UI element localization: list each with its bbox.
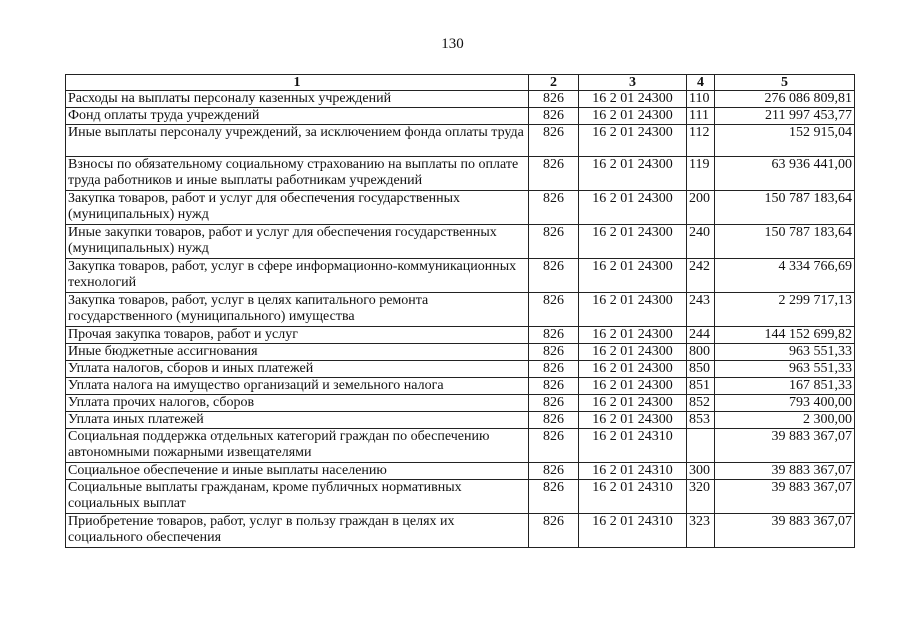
cell-code: 826: [529, 344, 579, 361]
cell-kcsr: 16 2 01 24300: [579, 378, 687, 395]
cell-sum: 39 883 367,07: [715, 480, 855, 514]
table-row: [66, 361, 855, 378]
cell-sum: 39 883 367,07: [715, 514, 855, 548]
cell-name: Закупка товаров, работ и услуг для обеспечения государственных (муниципальных) нужд: [66, 191, 529, 225]
cell-code: 826: [529, 259, 579, 293]
table-row: [66, 378, 855, 395]
cell-sum: 2 300,00: [715, 412, 855, 429]
cell-kcsr: 16 2 01 24300: [579, 412, 687, 429]
cell-kcsr: 16 2 01 24300: [579, 259, 687, 293]
cell-code: 826: [529, 361, 579, 378]
cell-code: 826: [529, 327, 579, 344]
table-row: [66, 344, 855, 361]
cell-kcsr: 16 2 01 24300: [579, 225, 687, 259]
table-row: [66, 125, 855, 157]
header-row: [66, 75, 855, 91]
cell-kcsr: 16 2 01 24300: [579, 91, 687, 108]
cell-name: Закупка товаров, работ, услуг в сфере информационно-коммуникационных технологий: [66, 259, 529, 293]
table-row: [66, 463, 855, 480]
cell-kcsr: 16 2 01 24300: [579, 327, 687, 344]
cell-kvr: 800: [687, 344, 715, 361]
cell-kcsr: 16 2 01 24310: [579, 480, 687, 514]
cell-name: Расходы на выплаты персоналу казенных учреждений: [66, 91, 529, 108]
cell-kcsr: 16 2 01 24300: [579, 395, 687, 412]
cell-code: 826: [529, 225, 579, 259]
cell-kvr: 240: [687, 225, 715, 259]
cell-name: Иные выплаты персоналу учреждений, за исключением фонда оплаты труда: [66, 125, 529, 157]
cell-name: Уплата иных платежей: [66, 412, 529, 429]
cell-sum: 211 997 453,77: [715, 108, 855, 125]
table-row: [66, 225, 855, 259]
cell-kvr: 119: [687, 157, 715, 191]
column-header-code: 2: [529, 75, 579, 91]
cell-sum: 39 883 367,07: [715, 463, 855, 480]
cell-kvr: 320: [687, 480, 715, 514]
table-row: [66, 412, 855, 429]
table-row: [66, 480, 855, 514]
cell-sum: 150 787 183,64: [715, 225, 855, 259]
table-row: [66, 293, 855, 327]
cell-sum: 152 915,04: [715, 125, 855, 157]
cell-sum: 793 400,00: [715, 395, 855, 412]
cell-kcsr: 16 2 01 24300: [579, 108, 687, 125]
cell-sum: 167 851,33: [715, 378, 855, 395]
cell-kvr: 200: [687, 191, 715, 225]
cell-kvr: 244: [687, 327, 715, 344]
table-row: [66, 395, 855, 412]
cell-sum: 4 334 766,69: [715, 259, 855, 293]
cell-sum: 963 551,33: [715, 344, 855, 361]
table-row: [66, 157, 855, 191]
cell-kcsr: 16 2 01 24300: [579, 125, 687, 157]
cell-name: Прочая закупка товаров, работ и услуг: [66, 327, 529, 344]
column-header-name: 1: [66, 75, 529, 91]
table-row: [66, 108, 855, 125]
cell-kvr: 243: [687, 293, 715, 327]
budget-table: [65, 74, 855, 548]
cell-sum: 2 299 717,13: [715, 293, 855, 327]
cell-sum: 39 883 367,07: [715, 429, 855, 463]
cell-kcsr: 16 2 01 24310: [579, 514, 687, 548]
cell-kvr: 300: [687, 463, 715, 480]
cell-kvr: 853: [687, 412, 715, 429]
cell-kvr: 111: [687, 108, 715, 125]
cell-code: 826: [529, 378, 579, 395]
column-header-kvr: 4: [687, 75, 715, 91]
table-body: [66, 91, 855, 548]
cell-kvr: 852: [687, 395, 715, 412]
cell-name: Приобретение товаров, работ, услуг в пользу граждан в целях их социального обеспечения: [66, 514, 529, 548]
cell-name: Фонд оплаты труда учреждений: [66, 108, 529, 125]
cell-code: 826: [529, 157, 579, 191]
table-row: [66, 191, 855, 225]
cell-kcsr: 16 2 01 24310: [579, 429, 687, 463]
cell-kcsr: 16 2 01 24300: [579, 157, 687, 191]
cell-name: Закупка товаров, работ, услуг в целях капитального ремонта государственного (муниципального) имущества: [66, 293, 529, 327]
cell-code: 826: [529, 463, 579, 480]
cell-sum: 276 086 809,81: [715, 91, 855, 108]
cell-name: Уплата налогов, сборов и иных платежей: [66, 361, 529, 378]
cell-sum: 144 152 699,82: [715, 327, 855, 344]
table-row: [66, 429, 855, 463]
cell-kvr: 112: [687, 125, 715, 157]
cell-kcsr: 16 2 01 24310: [579, 463, 687, 480]
cell-name: Социальное обеспечение и иные выплаты населению: [66, 463, 529, 480]
cell-code: 826: [529, 91, 579, 108]
table-row: [66, 327, 855, 344]
cell-code: 826: [529, 191, 579, 225]
column-header-kcsr: 3: [579, 75, 687, 91]
cell-name: Социальная поддержка отдельных категорий граждан по обеспечению автономными пожарными извещателями: [66, 429, 529, 463]
cell-kvr: 851: [687, 378, 715, 395]
cell-kvr: 850: [687, 361, 715, 378]
table-row: [66, 514, 855, 548]
cell-code: 826: [529, 108, 579, 125]
cell-kvr: 110: [687, 91, 715, 108]
cell-name: Социальные выплаты гражданам, кроме публичных нормативных социальных выплат: [66, 480, 529, 514]
cell-kvr: [687, 429, 715, 463]
cell-kvr: 242: [687, 259, 715, 293]
cell-sum: 150 787 183,64: [715, 191, 855, 225]
cell-code: 826: [529, 395, 579, 412]
cell-name: Взносы по обязательному социальному страхованию на выплаты по оплате труда работников и иные выплаты работникам учреждений: [66, 157, 529, 191]
cell-name: Иные бюджетные ассигнования: [66, 344, 529, 361]
cell-code: 826: [529, 429, 579, 463]
cell-name: Уплата прочих налогов, сборов: [66, 395, 529, 412]
page-number: 130: [441, 36, 464, 52]
cell-kcsr: 16 2 01 24300: [579, 361, 687, 378]
cell-code: 826: [529, 125, 579, 157]
cell-code: 826: [529, 412, 579, 429]
cell-sum: 63 936 441,00: [715, 157, 855, 191]
table-row: [66, 259, 855, 293]
cell-code: 826: [529, 293, 579, 327]
cell-code: 826: [529, 514, 579, 548]
cell-kcsr: 16 2 01 24300: [579, 191, 687, 225]
cell-name: Уплата налога на имущество организаций и земельного налога: [66, 378, 529, 395]
table-row: [66, 91, 855, 108]
cell-kcsr: 16 2 01 24300: [579, 344, 687, 361]
cell-name: Иные закупки товаров, работ и услуг для обеспечения государственных (муниципальных) нужд: [66, 225, 529, 259]
column-header-sum: 5: [715, 75, 855, 91]
cell-code: 826: [529, 480, 579, 514]
cell-kvr: 323: [687, 514, 715, 548]
cell-sum: 963 551,33: [715, 361, 855, 378]
cell-kcsr: 16 2 01 24300: [579, 293, 687, 327]
